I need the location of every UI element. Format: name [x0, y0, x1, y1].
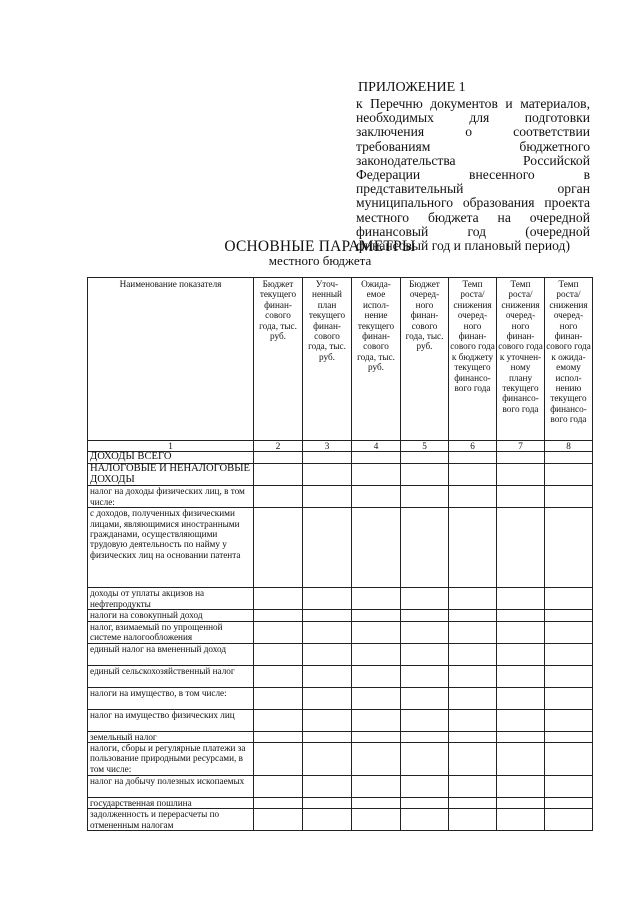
- value-cell: [254, 665, 303, 687]
- budget-parameters-table: [87, 277, 593, 831]
- value-cell: [545, 798, 593, 809]
- value-cell: [497, 798, 545, 809]
- value-cell: [449, 643, 497, 665]
- table-row: [88, 687, 593, 709]
- value-cell: [449, 610, 497, 621]
- value-cell: [303, 452, 352, 464]
- value-cell: [303, 743, 352, 776]
- table-row: [88, 731, 593, 742]
- row-label: единый налог на вмененный доход: [88, 643, 254, 665]
- value-cell: [352, 798, 401, 809]
- value-cell: [254, 610, 303, 621]
- value-cell: [254, 452, 303, 464]
- table-row: [88, 588, 593, 610]
- value-cell: [497, 486, 545, 508]
- value-cell: [545, 665, 593, 687]
- row-label: налоги, сборы и регулярные платежи за пользование природными ресурсами, в том числе:: [88, 743, 254, 776]
- value-cell: [254, 464, 303, 486]
- column-number: 6: [449, 441, 497, 452]
- value-cell: [254, 776, 303, 798]
- value-cell: [545, 610, 593, 621]
- value-cell: [545, 709, 593, 731]
- value-cell: [352, 709, 401, 731]
- value-cell: [545, 643, 593, 665]
- row-label: земельный налог: [88, 731, 254, 742]
- value-cell: [497, 809, 545, 831]
- table-row: [88, 452, 593, 464]
- value-cell: [303, 486, 352, 508]
- column-number: 2: [254, 441, 303, 452]
- table-header-row: [88, 278, 593, 441]
- header-growth-vs-budget: Темп роста/ снижения очеред-ного финан-сового года к бюджету текущего финансо-вого года: [449, 278, 497, 441]
- header-expected-execution: Ожида-емое испол-нение текущего финан-сового года, тыс. руб.: [352, 278, 401, 441]
- value-cell: [303, 464, 352, 486]
- column-number: 8: [545, 441, 593, 452]
- value-cell: [449, 621, 497, 643]
- table-row: [88, 610, 593, 621]
- value-cell: [401, 643, 449, 665]
- value-cell: [254, 508, 303, 588]
- table-row: [88, 809, 593, 831]
- value-cell: [545, 588, 593, 610]
- value-cell: [449, 809, 497, 831]
- column-number: 5: [401, 441, 449, 452]
- value-cell: [497, 776, 545, 798]
- row-label: единый сельскохозяйственный налог: [88, 665, 254, 687]
- table-row: [88, 464, 593, 486]
- value-cell: [254, 621, 303, 643]
- value-cell: [254, 731, 303, 742]
- value-cell: [254, 643, 303, 665]
- value-cell: [401, 687, 449, 709]
- value-cell: [545, 687, 593, 709]
- value-cell: [303, 687, 352, 709]
- header-current-budget: Бюджет текущего финан-сового года, тыс. руб.: [254, 278, 303, 441]
- value-cell: [352, 464, 401, 486]
- value-cell: [254, 709, 303, 731]
- value-cell: [303, 776, 352, 798]
- value-cell: [401, 486, 449, 508]
- value-cell: [545, 508, 593, 588]
- value-cell: [303, 610, 352, 621]
- table-row: [88, 709, 593, 731]
- value-cell: [352, 621, 401, 643]
- value-cell: [254, 798, 303, 809]
- value-cell: [545, 486, 593, 508]
- value-cell: [401, 665, 449, 687]
- header-next-budget: Бюджет очеред-ного финан-сового года, тыс. руб.: [401, 278, 449, 441]
- value-cell: [352, 588, 401, 610]
- value-cell: [545, 731, 593, 742]
- appendix-title: ПРИЛОЖЕНИЕ 1: [358, 80, 466, 95]
- value-cell: [352, 687, 401, 709]
- value-cell: [545, 464, 593, 486]
- column-number: 3: [303, 441, 352, 452]
- value-cell: [401, 731, 449, 742]
- value-cell: [303, 508, 352, 588]
- value-cell: [545, 621, 593, 643]
- value-cell: [497, 665, 545, 687]
- value-cell: [352, 731, 401, 742]
- value-cell: [497, 731, 545, 742]
- value-cell: [449, 452, 497, 464]
- row-label: налоги на совокупный доход: [88, 610, 254, 621]
- value-cell: [303, 643, 352, 665]
- value-cell: [449, 776, 497, 798]
- value-cell: [303, 731, 352, 742]
- value-cell: [254, 687, 303, 709]
- value-cell: [497, 588, 545, 610]
- value-cell: [449, 687, 497, 709]
- value-cell: [401, 464, 449, 486]
- value-cell: [254, 809, 303, 831]
- value-cell: [352, 665, 401, 687]
- value-cell: [352, 610, 401, 621]
- row-label: ДОХОДЫ ВСЕГО: [88, 452, 254, 464]
- table-row: [88, 486, 593, 508]
- table-row: [88, 621, 593, 643]
- value-cell: [254, 588, 303, 610]
- value-cell: [303, 665, 352, 687]
- value-cell: [303, 621, 352, 643]
- value-cell: [254, 486, 303, 508]
- value-cell: [545, 809, 593, 831]
- value-cell: [497, 508, 545, 588]
- value-cell: [401, 743, 449, 776]
- value-cell: [352, 643, 401, 665]
- header-indicator-name: Наименование показателя: [88, 278, 254, 441]
- value-cell: [401, 452, 449, 464]
- value-cell: [352, 452, 401, 464]
- value-cell: [449, 731, 497, 742]
- row-label: задолженность и перерасчеты по отмененным налогам: [88, 809, 254, 831]
- value-cell: [401, 610, 449, 621]
- value-cell: [497, 621, 545, 643]
- value-cell: [401, 809, 449, 831]
- row-label: с доходов, полученных физическими лицами, являющимися иностранными гражданами, осуществляющими трудовую деятельность по найму у физических лиц на основании патента: [88, 508, 254, 588]
- value-cell: [401, 776, 449, 798]
- value-cell: [401, 508, 449, 588]
- value-cell: [401, 621, 449, 643]
- value-cell: [449, 798, 497, 809]
- value-cell: [352, 508, 401, 588]
- header-refined-plan: Уточ-ненный план текущего финан-сового года, тыс. руб.: [303, 278, 352, 441]
- value-cell: [352, 486, 401, 508]
- table-row: [88, 665, 593, 687]
- value-cell: [497, 709, 545, 731]
- document-subtitle: местного бюджета: [268, 253, 372, 268]
- column-number: 4: [352, 441, 401, 452]
- table-row: [88, 798, 593, 809]
- value-cell: [449, 508, 497, 588]
- value-cell: [352, 809, 401, 831]
- header-growth-vs-plan: Темп роста/ снижения очеред-ного финан-сового года к уточнен-ному плану текущего финансо-вого года: [497, 278, 545, 441]
- value-cell: [497, 610, 545, 621]
- table-row: [88, 776, 593, 798]
- value-cell: [401, 798, 449, 809]
- row-label: налог на добычу полезных ископаемых: [88, 776, 254, 798]
- value-cell: [497, 452, 545, 464]
- table-row: [88, 643, 593, 665]
- table-row: [88, 508, 593, 588]
- value-cell: [449, 486, 497, 508]
- row-label: НАЛОГОВЫЕ И НЕНАЛОГОВЫЕ ДОХОДЫ: [88, 464, 254, 486]
- value-cell: [352, 776, 401, 798]
- value-cell: [545, 776, 593, 798]
- row-label: доходы от уплаты акцизов на нефтепродукты: [88, 588, 254, 610]
- value-cell: [449, 588, 497, 610]
- value-cell: [497, 643, 545, 665]
- column-number: 7: [497, 441, 545, 452]
- value-cell: [497, 464, 545, 486]
- value-cell: [449, 464, 497, 486]
- value-cell: [352, 743, 401, 776]
- row-label: налог на доходы физических лиц, в том числе:: [88, 486, 254, 508]
- value-cell: [497, 687, 545, 709]
- value-cell: [449, 665, 497, 687]
- row-label: налог на имущество физических лиц: [88, 709, 254, 731]
- table-row: [88, 743, 593, 776]
- value-cell: [449, 743, 497, 776]
- value-cell: [401, 709, 449, 731]
- value-cell: [303, 798, 352, 809]
- document-title: ОСНОВНЫЕ ПАРАМЕТРЫ: [224, 238, 416, 255]
- value-cell: [449, 709, 497, 731]
- column-number: 1: [88, 441, 254, 452]
- value-cell: [401, 588, 449, 610]
- row-label: государственная пошлина: [88, 798, 254, 809]
- value-cell: [303, 588, 352, 610]
- row-label: налоги на имущество, в том числе:: [88, 687, 254, 709]
- value-cell: [545, 743, 593, 776]
- column-numbers-row: [88, 441, 593, 452]
- value-cell: [254, 743, 303, 776]
- value-cell: [303, 809, 352, 831]
- appendix-block: [356, 80, 590, 253]
- value-cell: [545, 452, 593, 464]
- header-growth-vs-expected: Темп роста/ снижения очеред-ного финан-сового года к ожида-емому испол-нению текущего финансо-вого года: [545, 278, 593, 441]
- appendix-body: к Перечню документов и материалов, необходимых для подготовки заключения о соответствии требованиям бюджетного законодательства Российской Федерации внесенного в представительный орган муниципального образования проекта местного бюджета на очередной финансовый год (очередной финансовый год и плановый период): [356, 96, 590, 254]
- value-cell: [303, 709, 352, 731]
- value-cell: [497, 743, 545, 776]
- row-label: налог, взимаемый по упрощенной системе налогообложения: [88, 621, 254, 643]
